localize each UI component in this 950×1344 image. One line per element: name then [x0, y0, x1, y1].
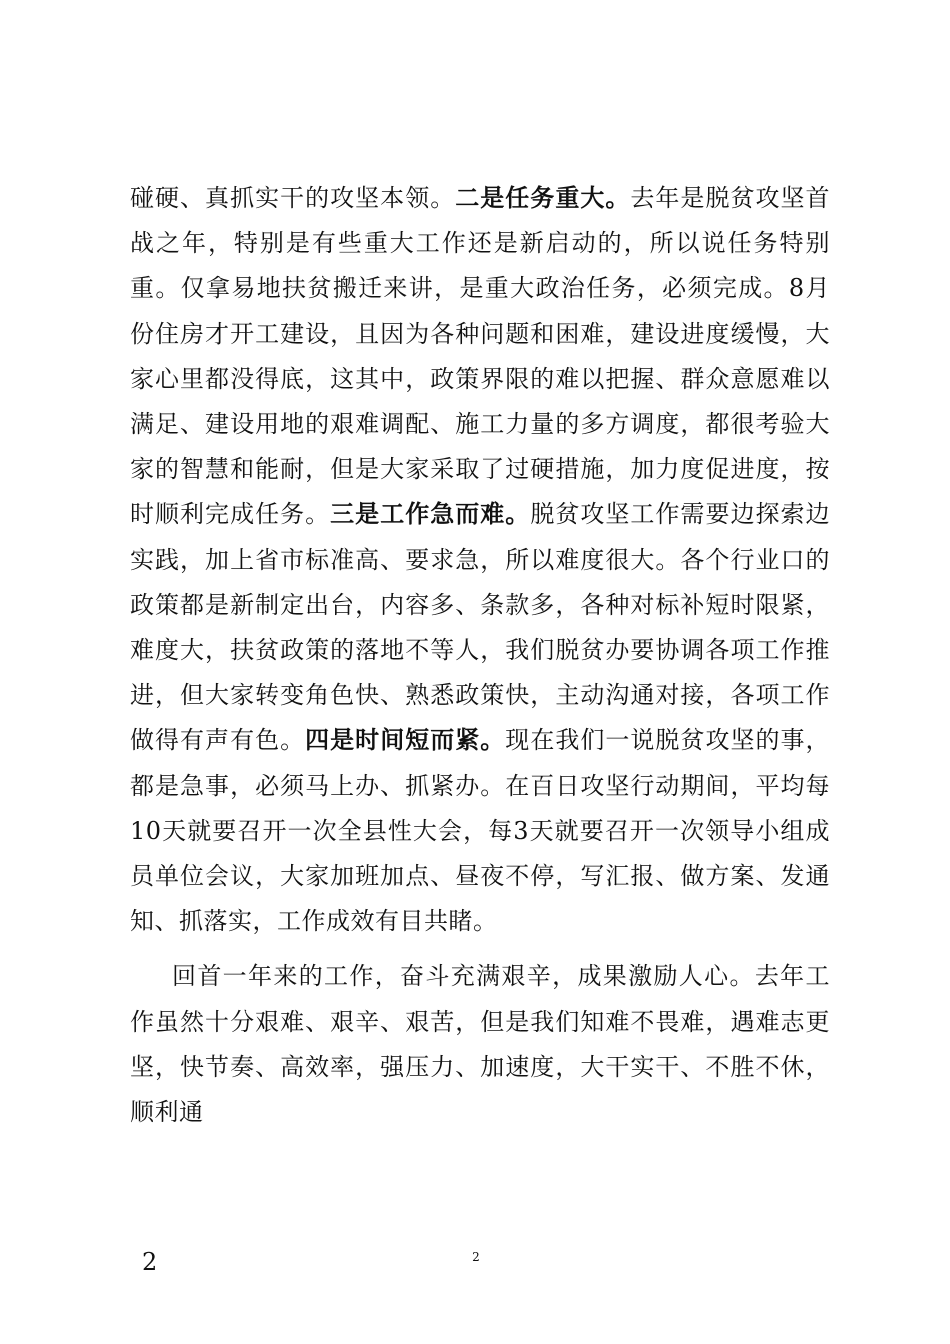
text-segment: 碰硬、真抓实干的攻坚本领。 [130, 184, 456, 212]
text-segment: 现在我们一说脱贫攻坚的事，都是急事，必须马上办、抓紧办。在百日攻坚行动期间，平均每10天就要召开一次全县性大会，每3天就要召开一次领导小组成员单位会议，大家加班加点、昼夜不停，写汇报、做方案、发通知、抓落实，工作成效有目共睹。 [130, 726, 831, 936]
page-number-center: 2 [472, 1250, 480, 1264]
text-segment: 脱贫攻坚工作需要边探索边实践，加上省市标准高、要求急，所以难度很大。各个行业口的政策都是新制定出台，内容多、条款多，各种对标补短时限紧，难度大，扶贫政策的落地不等人，我们脱贫办要协调各项工作推进，但大家转变角色快、熟悉政策快，主动沟通对接，各项工作做得有声有色。 [130, 500, 831, 755]
paragraph-1 [130, 176, 830, 944]
paragraph-2: 回首一年来的工作，奋斗充满艰辛，成果激励人心。去年工作虽然十分艰难、艰辛、艰苦，但是我们知难不畏难，遇难志更坚，快节奏、高效率，强压力、加速度，大干实干、不胜不休，顺利通 [130, 962, 830, 1127]
text-segment: 去年是脱贫攻坚首战之年，特别是有些重大工作还是新启动的，所以说任务特别重。仅拿易地扶贫搬迁来讲，是重大政治任务，必须完成。8月份住房才开工建设，且因为各种问题和困难，建设进度缓慢，大家心里都没得底，这其中，政策界限的难以把握、群众意愿难以满足、建设用地的艰难调配、施工力量的多方调度，都很考验大家的智慧和能耐，但是大家采取了过硬措施，加力度促进度，按时顺利完成任务。 [130, 184, 831, 529]
page-number-left: 2 [142, 1248, 158, 1276]
body-text [130, 176, 830, 1135]
bold-heading-urgent-difficult: 三是工作急而难。 [330, 500, 531, 529]
bold-heading-task-heavy: 二是任务重大。 [455, 184, 631, 212]
bold-heading-time-short: 四是时间短而紧。 [305, 726, 506, 755]
